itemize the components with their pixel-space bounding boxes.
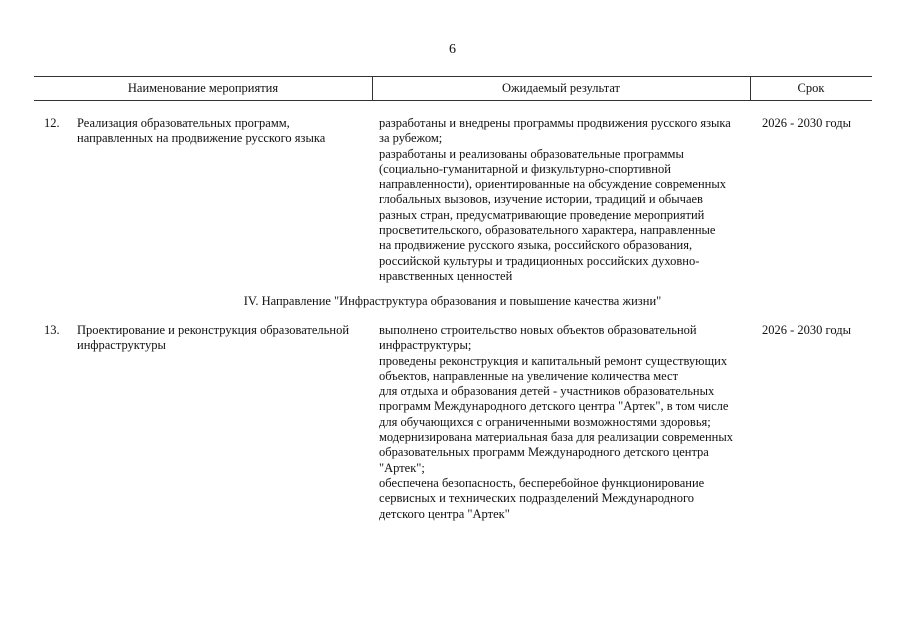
row-result-line: образовательных программ Международного детского центра xyxy=(379,445,709,460)
row-name-line: Реализация образовательных программ, xyxy=(77,116,290,130)
row-result-line: просветительского, образовательного характера, направленные xyxy=(379,223,716,238)
row-name-line: инфраструктуры xyxy=(77,338,166,353)
row-result-line: проведены реконструкция и капитальный ремонт существующих xyxy=(379,353,728,368)
header-result: Ожидаемый результат xyxy=(501,81,621,95)
row-name-line: Проектирование и реконструкция образовательной xyxy=(77,323,350,337)
row-result-line: (социально-гуманитарной и физкультурно-спортивной xyxy=(379,161,671,176)
row-result-line: разработаны и реализованы образовательные программы xyxy=(379,146,684,161)
row-term: 2026 - 2030 годы xyxy=(762,323,852,337)
table-top-rule xyxy=(34,76,872,77)
row-result-line: глобальных вызовов, изучение истории, традиций и обычаев xyxy=(379,192,703,207)
row-result-line: модернизирована материальная база для реализации современных xyxy=(379,430,734,445)
row-result-line: разных стран, предусматривающие проведение мероприятий xyxy=(379,207,705,222)
row-result-line: объектов, направленные на увеличение количества мест xyxy=(379,368,679,383)
row-result xyxy=(379,323,749,522)
row-number: 12. xyxy=(44,116,60,130)
row-result-line: "Артек"; xyxy=(379,460,425,475)
header-term: Срок xyxy=(797,81,825,95)
row-result-line: для обучающихся с ограниченными возможностями здоровья; xyxy=(379,414,711,429)
row-name-line: направленных на продвижение русского языка xyxy=(77,131,326,146)
row-term: 2026 - 2030 годы xyxy=(762,116,852,130)
row-result-line: для отдыха и образования детей - участников образовательных xyxy=(379,384,715,399)
row-result-line: российской культуры и традиционных российских духовно- xyxy=(379,253,700,268)
row-result-line: направленности), ориентированные на обсуждение современных xyxy=(379,177,726,192)
row-number: 13. xyxy=(44,323,60,337)
row-name xyxy=(77,323,367,354)
row-result-line: детского центра "Артек" xyxy=(379,506,510,521)
header-name: Наименование мероприятия xyxy=(127,81,279,95)
row-result-line: инфраструктуры; xyxy=(379,338,472,353)
row-result-line: на продвижение русского языка, российского образования, xyxy=(379,238,693,253)
row-result-line: программ Международного детского центра "Артек", в том числе xyxy=(379,399,729,414)
page-number: 6 xyxy=(449,42,456,57)
table-header-bottom-rule xyxy=(34,100,872,101)
row-result-line: нравственных ценностей xyxy=(379,268,513,283)
row-result xyxy=(379,116,749,284)
row-name xyxy=(77,116,367,147)
row-result-line: сервисных и технических подразделений Международного xyxy=(379,491,695,506)
row-result-line: обеспечена безопасность, бесперебойное функционирование xyxy=(379,475,705,490)
row-result-line: выполнено строительство новых объектов образовательной xyxy=(379,323,697,337)
section-heading: IV. Направление "Инфраструктура образования и повышение качества жизни" xyxy=(243,294,662,308)
row-result-line: разработаны и внедрены программы продвижения русского языка xyxy=(379,116,731,130)
row-result-line: за рубежом; xyxy=(379,131,443,146)
